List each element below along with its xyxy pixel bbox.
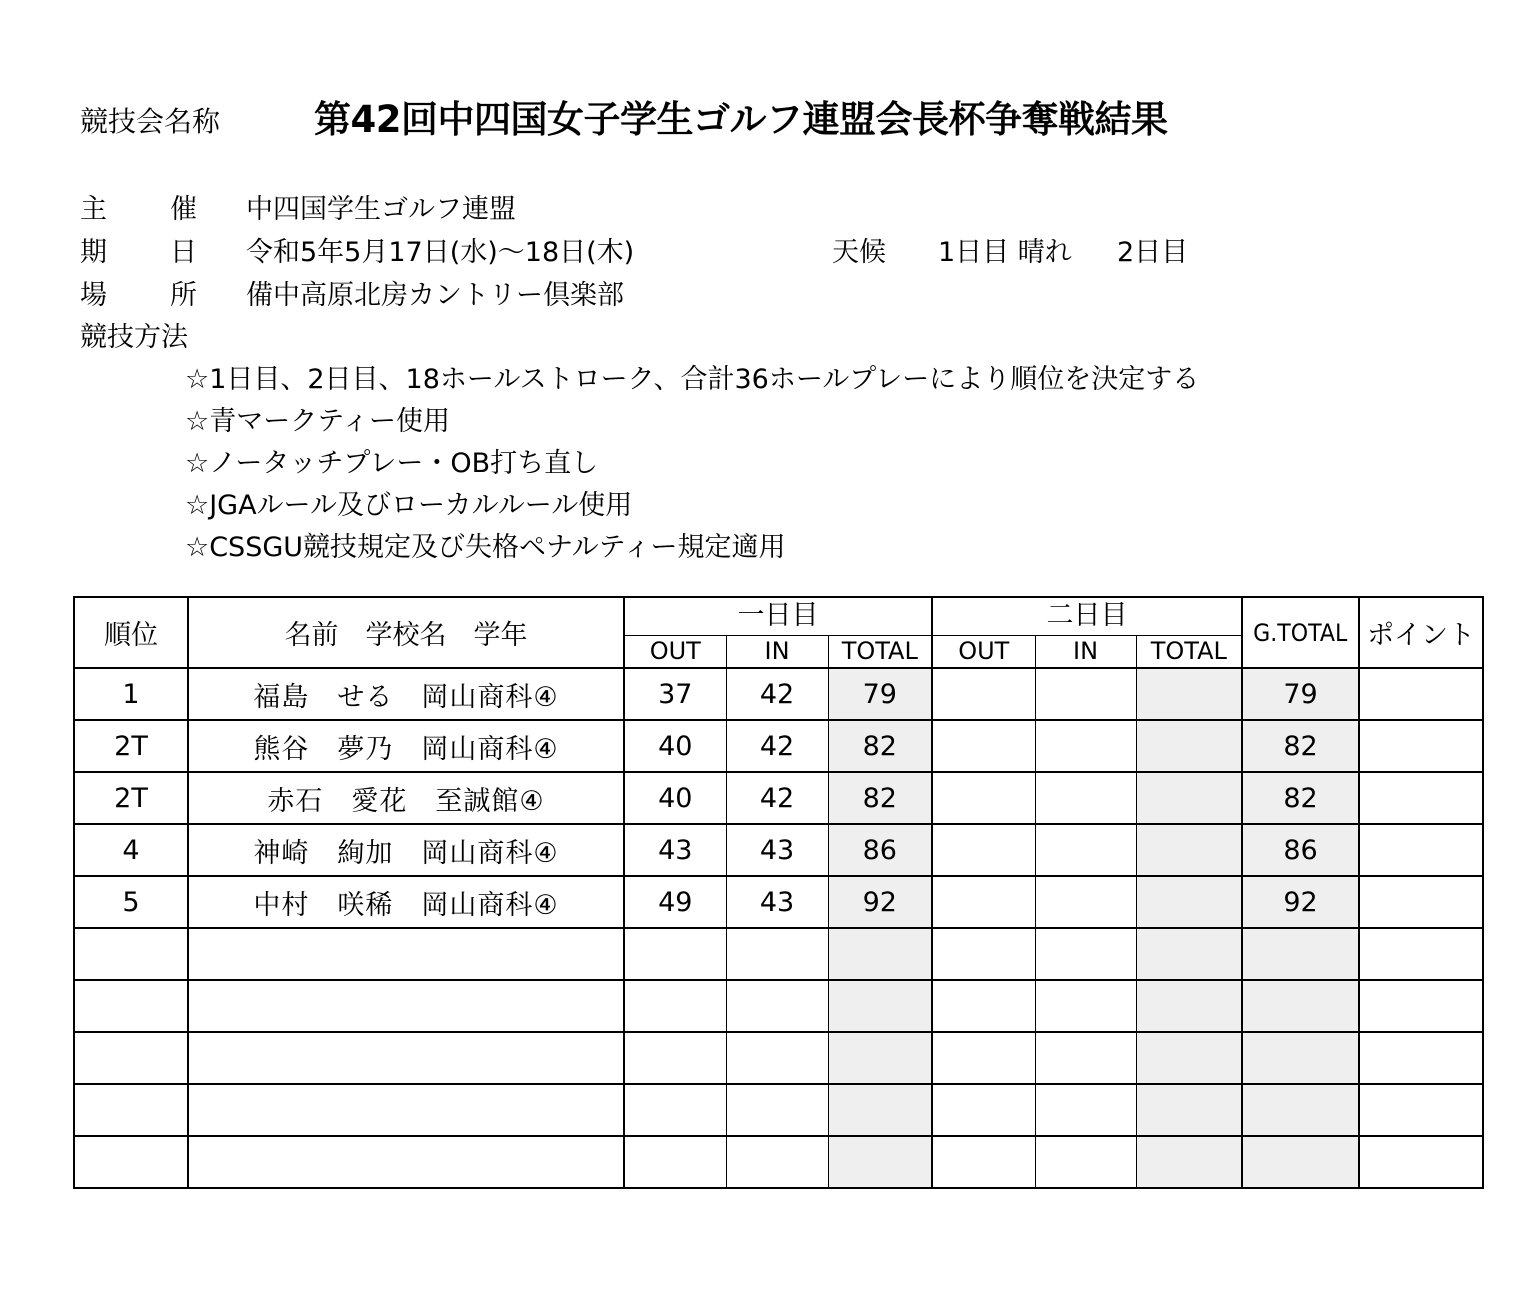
day2-out-cell (932, 928, 1035, 980)
day1-in-cell: 42 (726, 772, 828, 824)
table-row (74, 1136, 1483, 1188)
table-row (74, 824, 1483, 876)
rule-item: ☆ノータッチプレー・OB打ち直し (185, 448, 599, 479)
venue-value: 備中高原北房カントリー倶楽部 (246, 280, 624, 311)
method-label: 競技方法 (80, 322, 188, 353)
name-cell (188, 928, 624, 980)
points-cell (1359, 1136, 1483, 1188)
rank-cell (74, 1032, 188, 1084)
day1-total-header: TOTAL (828, 635, 932, 668)
name-cell (188, 1136, 624, 1188)
rank-cell (74, 1084, 188, 1136)
day1-in-cell (726, 1136, 828, 1188)
name-cell (188, 1084, 624, 1136)
day2-in-cell (1035, 980, 1136, 1032)
name-cell (188, 1032, 624, 1084)
day2-out-cell (932, 876, 1035, 928)
day2-total-cell (1136, 876, 1242, 928)
day2-out-cell (932, 824, 1035, 876)
day1-out-cell: 40 (624, 720, 726, 772)
rank-cell (74, 928, 188, 980)
day1-in-cell: 43 (726, 824, 828, 876)
day2-total-cell (1136, 928, 1242, 980)
day2-in-cell (1035, 1084, 1136, 1136)
day1-total-cell (828, 980, 932, 1032)
day1-out-cell: 43 (624, 824, 726, 876)
day2-total-header: TOTAL (1136, 635, 1242, 668)
day2-total-cell (1136, 668, 1242, 720)
venue-label-1: 場 (80, 280, 107, 311)
rank-cell (74, 1136, 188, 1188)
rule-item: ☆CSSGU競技規定及び失格ペナルティー規定適用 (185, 532, 786, 563)
day2-total-cell (1136, 772, 1242, 824)
day1-total-cell: 92 (828, 876, 932, 928)
day1-out-header: OUT (624, 635, 726, 668)
day2-total-cell (1136, 824, 1242, 876)
day2-out-cell (932, 668, 1035, 720)
day1-out-cell: 49 (624, 876, 726, 928)
day1-out-cell: 37 (624, 668, 726, 720)
table-row (74, 772, 1483, 824)
venue-label-2: 所 (170, 280, 197, 311)
points-cell (1359, 980, 1483, 1032)
rank-cell: 1 (74, 668, 188, 720)
points-cell (1359, 824, 1483, 876)
day1-total-cell (828, 1084, 932, 1136)
points-cell (1359, 1084, 1483, 1136)
table-row (74, 1032, 1483, 1084)
points-cell (1359, 668, 1483, 720)
day2-total-cell (1136, 720, 1242, 772)
rule-item: ☆JGAルール及びローカルルール使用 (185, 490, 633, 521)
name-cell: 中村 咲稀 岡山商科④ (188, 876, 624, 928)
day2-total-cell (1136, 1032, 1242, 1084)
points-cell (1359, 928, 1483, 980)
gtotal-cell: 79 (1242, 668, 1359, 720)
day2-in-cell (1035, 1136, 1136, 1188)
day2-out-header: OUT (932, 635, 1035, 668)
gtotal-cell: 82 (1242, 772, 1359, 824)
rule-item: ☆1日目、2日目、18ホールストローク、合計36ホールプレーにより順位を決定する (185, 364, 1200, 395)
organizer-label-2: 催 (170, 194, 197, 225)
table-row (74, 876, 1483, 928)
rank-header: 順位 (74, 597, 188, 668)
day2-in-cell (1035, 720, 1136, 772)
gtotal-cell (1242, 1032, 1359, 1084)
day2-total-cell (1136, 980, 1242, 1032)
rank-cell: 2T (74, 772, 188, 824)
day1-in-cell (726, 980, 828, 1032)
gtotal-cell (1242, 928, 1359, 980)
gtotal-cell: 92 (1242, 876, 1359, 928)
day1-total-cell (828, 928, 932, 980)
results-table (73, 596, 1484, 1189)
day1-out-cell (624, 980, 726, 1032)
day1-out-cell: 40 (624, 772, 726, 824)
day2-in-header: IN (1035, 635, 1136, 668)
date-value: 令和5年5月17日(水)～18日(木) (246, 237, 635, 268)
day1-out-cell (624, 1032, 726, 1084)
table-row (74, 928, 1483, 980)
gtotal-cell (1242, 980, 1359, 1032)
points-cell (1359, 720, 1483, 772)
name-cell: 熊谷 夢乃 岡山商科④ (188, 720, 624, 772)
name-cell: 神崎 絢加 岡山商科④ (188, 824, 624, 876)
name-cell (188, 980, 624, 1032)
rank-cell: 2T (74, 720, 188, 772)
weather-label: 天候 (832, 237, 886, 268)
weather-day2: 2日目 (1117, 237, 1189, 268)
day2-out-cell (932, 1136, 1035, 1188)
table-row (74, 980, 1483, 1032)
day1-header: 一日目 (624, 597, 932, 635)
gtotal-header (1242, 597, 1359, 668)
day1-in-cell (726, 1084, 828, 1136)
rule-item: ☆青マークティー使用 (185, 406, 451, 437)
day1-out-cell (624, 928, 726, 980)
day1-total-cell: 82 (828, 772, 932, 824)
name-cell: 福島 せる 岡山商科④ (188, 668, 624, 720)
day1-in-cell (726, 1032, 828, 1084)
day1-out-cell (624, 1136, 726, 1188)
day2-out-cell (932, 772, 1035, 824)
day2-in-cell (1035, 824, 1136, 876)
rank-cell: 5 (74, 876, 188, 928)
event-name-label: 競技会名称 (80, 105, 221, 138)
organizer-value: 中四国学生ゴルフ連盟 (246, 194, 516, 225)
table-row (74, 1084, 1483, 1136)
day1-total-cell: 79 (828, 668, 932, 720)
day1-total-cell: 86 (828, 824, 932, 876)
day2-total-cell (1136, 1136, 1242, 1188)
event-title: 第42回中四国女子学生ゴルフ連盟会長杯争奪戦結果 (314, 98, 1168, 141)
day2-in-cell (1035, 876, 1136, 928)
date-label-1: 期 (80, 237, 107, 268)
organizer-label-1: 主 (80, 194, 107, 225)
rank-cell (74, 980, 188, 1032)
gtotal-header-label: G.TOTAL (1253, 619, 1348, 647)
rank-cell: 4 (74, 824, 188, 876)
day2-out-cell (932, 1084, 1035, 1136)
day1-in-cell: 43 (726, 876, 828, 928)
day2-header: 二日目 (932, 597, 1242, 635)
day2-total-cell (1136, 1084, 1242, 1136)
day1-in-cell: 42 (726, 720, 828, 772)
points-cell (1359, 772, 1483, 824)
gtotal-cell: 86 (1242, 824, 1359, 876)
points-cell (1359, 1032, 1483, 1084)
day2-out-cell (932, 980, 1035, 1032)
day1-total-cell (828, 1032, 932, 1084)
day2-in-cell (1035, 1032, 1136, 1084)
weather-day1: 1日目 晴れ (938, 237, 1072, 268)
gtotal-cell (1242, 1136, 1359, 1188)
day2-in-cell (1035, 668, 1136, 720)
day1-out-cell (624, 1084, 726, 1136)
gtotal-cell: 82 (1242, 720, 1359, 772)
day1-total-cell (828, 1136, 932, 1188)
date-label-2: 日 (170, 237, 197, 268)
points-cell (1359, 876, 1483, 928)
day2-out-cell (932, 720, 1035, 772)
table-row (74, 668, 1483, 720)
day1-in-cell: 42 (726, 668, 828, 720)
day1-in-cell (726, 928, 828, 980)
day2-out-cell (932, 1032, 1035, 1084)
gtotal-cell (1242, 1084, 1359, 1136)
day2-in-cell (1035, 928, 1136, 980)
points-header: ポイント (1359, 597, 1483, 668)
name-cell: 赤石 愛花 至誠館④ (188, 772, 624, 824)
day1-total-cell: 82 (828, 720, 932, 772)
header-row-1 (74, 597, 1483, 635)
day1-in-header: IN (726, 635, 828, 668)
name-header: 名前 学校名 学年 (188, 597, 624, 668)
table-row (74, 720, 1483, 772)
day2-in-cell (1035, 772, 1136, 824)
